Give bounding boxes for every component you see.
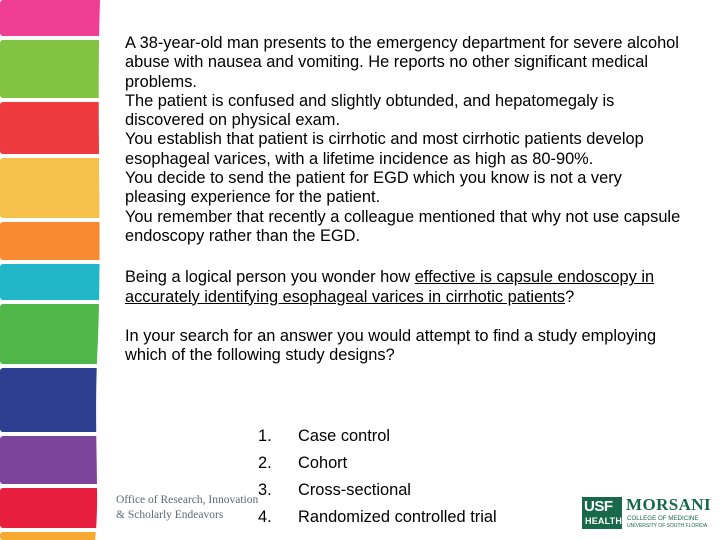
logo-usf-text: USF — [584, 498, 613, 515]
color-stripe — [0, 264, 110, 300]
office-footer — [116, 493, 266, 523]
color-stripe — [0, 222, 110, 260]
color-stripe — [0, 102, 110, 154]
option-cohort — [258, 450, 497, 477]
option-number: 1. — [258, 427, 272, 445]
search-prompt: In your search for an answer you would attempt to find a study employing which of the following study designs? — [125, 326, 657, 365]
option-label: Randomized controlled trial — [298, 508, 497, 526]
decorative-color-stripes — [0, 0, 110, 540]
stripes-graphic — [0, 0, 110, 540]
office-line-2: & Scholarly Endeavors — [116, 509, 224, 521]
option-number: 3. — [258, 481, 272, 499]
paragraph-exam: The patient is confused and slightly obtunded, and hepatomegaly is discovered on physical exam. — [125, 91, 615, 130]
question-suffix: ? — [565, 287, 575, 306]
paragraph-egd: You decide to send the patient for EGD which you know is not a very pleasing experience for the patient. — [125, 169, 622, 207]
question-prefix: Being a logical person you wonder how — [125, 268, 415, 287]
option-case-control — [258, 423, 497, 450]
option-number: 2. — [258, 454, 272, 472]
usf-health-morsani-logo — [582, 497, 712, 531]
usf-health-badge — [582, 497, 622, 529]
color-stripe — [0, 158, 110, 218]
color-stripe — [0, 0, 110, 36]
answer-options — [258, 423, 497, 531]
option-label: Cross-sectional — [298, 481, 411, 499]
option-cross-sectional — [258, 477, 497, 504]
color-stripe — [0, 40, 110, 98]
color-stripe — [0, 368, 110, 432]
color-stripe — [0, 304, 110, 364]
logo-college-text: COLLEGE OF MEDICINE — [627, 515, 699, 522]
option-rct — [258, 504, 497, 531]
logo-university-text: UNIVERSITY OF SOUTH FLORIDA — [627, 523, 708, 529]
option-number: 4. — [258, 508, 272, 526]
paragraph-cirrhosis: You establish that patient is cirrhotic and most cirrhotic patients develop esophageal varices, with a lifetime incidence as high as 80-90%. — [125, 130, 644, 168]
color-stripe — [0, 532, 110, 540]
office-line-1: Office of Research, Innovation — [116, 494, 259, 506]
question-underlined: effective is capsule endoscopy in accurately identifying esophageal varices in cirrhotic patients — [125, 268, 655, 306]
morsani-wordmark — [626, 497, 712, 531]
option-label: Cohort — [298, 454, 348, 472]
research-question — [125, 268, 685, 307]
option-label: Case control — [298, 427, 391, 445]
slide-body — [125, 34, 685, 365]
paragraph-presentation: A 38-year-old man presents to the emergency department for severe alcohol abuse with nausea and vomiting. He reports no other significant medical problems. — [125, 34, 679, 91]
logo-health-text: HEALTH — [585, 516, 623, 526]
logo-morsani-text: MORSANI — [626, 495, 711, 514]
color-stripe — [0, 436, 110, 484]
case-description — [125, 34, 685, 246]
paragraph-capsule: You remember that recently a colleague mentioned that why not use capsule endoscopy rather than the EGD. — [125, 207, 681, 245]
color-stripe — [0, 488, 110, 528]
